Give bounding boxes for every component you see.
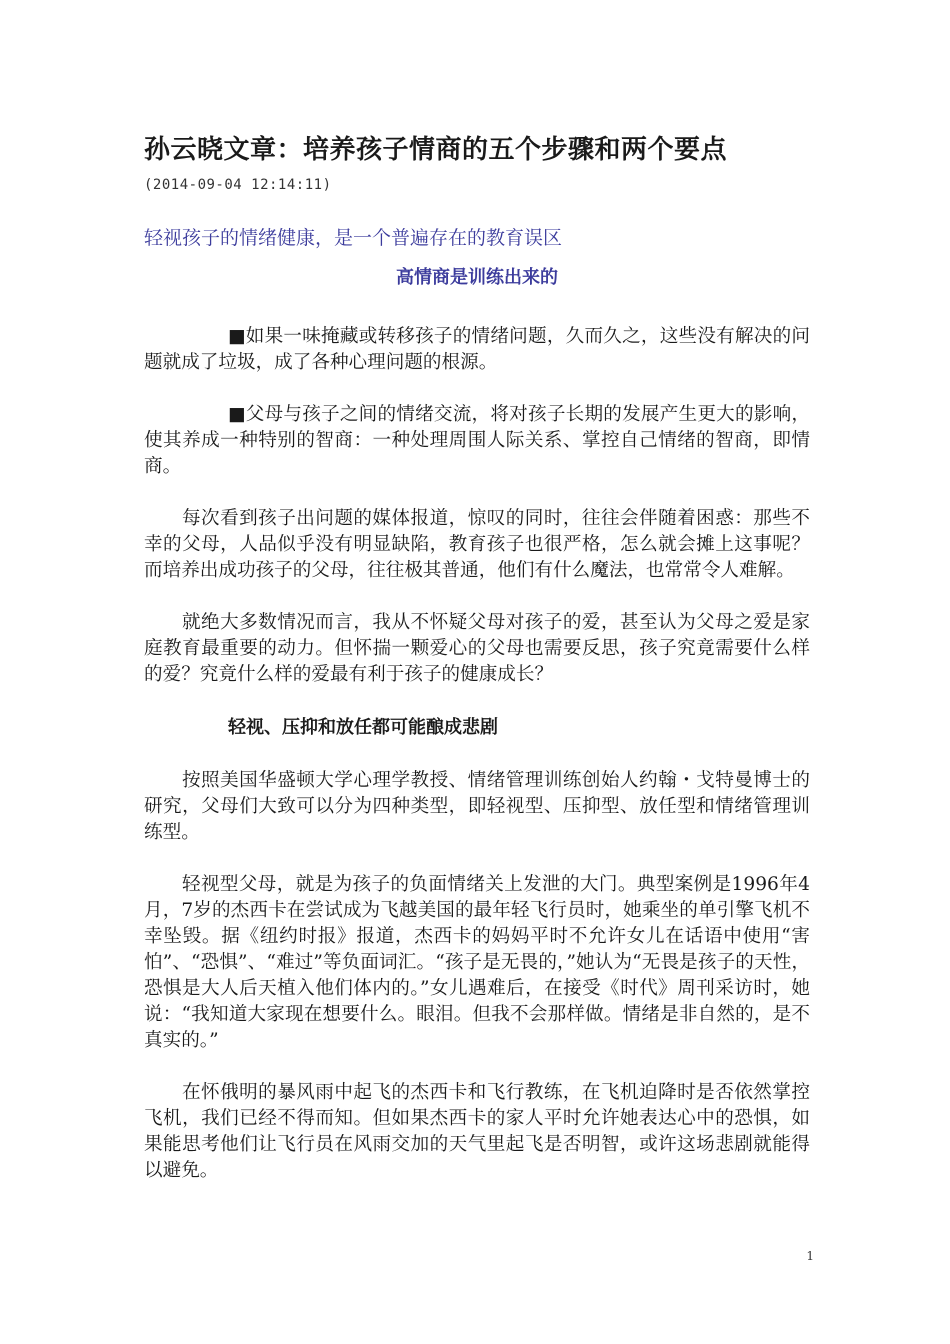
paragraph-bullet-2: ■父母与孩子之间的情绪交流，将对孩子长期的发展产生更大的影响，使其养成一种特别的智商：一种处理周围人际关系、掌控自己情绪的智商，即情商。 — [144, 404, 810, 477]
publish-date: (2014-09-04 12:14:11) — [144, 177, 332, 193]
paragraph-wyoming-storm: 在怀俄明的暴风雨中起飞的杰西卡和飞行教练，在飞机迫降时是否依然掌控飞机，我们已经不得而知。但如果杰西卡的家人平时允许她表达心中的恐惧，如果能思考他们让飞行员在风雨交加的天气里起飞是否明智，或许这场悲剧就能得以避免。 — [144, 1082, 810, 1181]
section-heading-high-eq: 高情商是训练出来的 — [396, 267, 558, 288]
paragraph-media-reports: 每次看到孩子出问题的媒体报道，惊叹的同时，往往会伴随着困惑：那些不幸的父母，人品似乎没有明显缺陷，教育孩子也很严格，怎么就会摊上这事呢？而培养出成功孩子的父母，往往极其普通，他们有什么魔法，也常常令人难解。 — [144, 508, 810, 581]
article-title: 孙云晓文章：培养孩子情商的五个步骤和两个要点 — [144, 135, 728, 165]
paragraph-dismissive-parents: 轻视型父母，就是为孩子的负面情绪关上发泄的大门。典型案例是1996年4月，7岁的杰西卡在尝试成为飞越美国的最年轻飞行员时，她乘坐的单引擎飞机不幸坠毁。据《纽约时报》报道，杰西卡的妈妈平时不允许女儿在话语中使用“害怕”、“恐惧”、“难过”等负面词汇。“孩子是无畏的，”她认为“无畏是孩子的天性，恐惧是大人后天植入他们体内的。”女儿遇难后，在接受《时代》周刊采访时，她说：“我知道大家现在想要什么。眼泪。但我不会那样做。情绪是非自然的，是不真实的。” — [144, 874, 810, 1051]
page-number: 1 — [806, 1249, 814, 1263]
section-heading-tragedy: 轻视、压抑和放任都可能酿成悲剧 — [228, 717, 498, 738]
paragraph-parental-love: 就绝大多数情况而言，我从不怀疑父母对孩子的爱，甚至认为父母之爱是家庭教育最重要的动力。但怀揣一颗爱心的父母也需要反思，孩子究竟需要什么样的爱？究竟什么样的爱最有利于孩子的健康成长？ — [144, 612, 810, 685]
paragraph-gottman-types: 按照美国华盛顿大学心理学教授、情绪管理训练创始人约翰・戈特曼博士的研究，父母们大致可以分为四种类型，即轻视型、压抑型、放任型和情绪管理训练型。 — [144, 770, 810, 843]
article-subtitle: 轻视孩子的情绪健康，是一个普遍存在的教育误区 — [144, 227, 563, 249]
paragraph-bullet-1: ■如果一味掩藏或转移孩子的情绪问题，久而久之，这些没有解决的问题就成了垃圾，成了各种心理问题的根源。 — [144, 326, 810, 373]
document-page — [144, 128, 810, 1184]
